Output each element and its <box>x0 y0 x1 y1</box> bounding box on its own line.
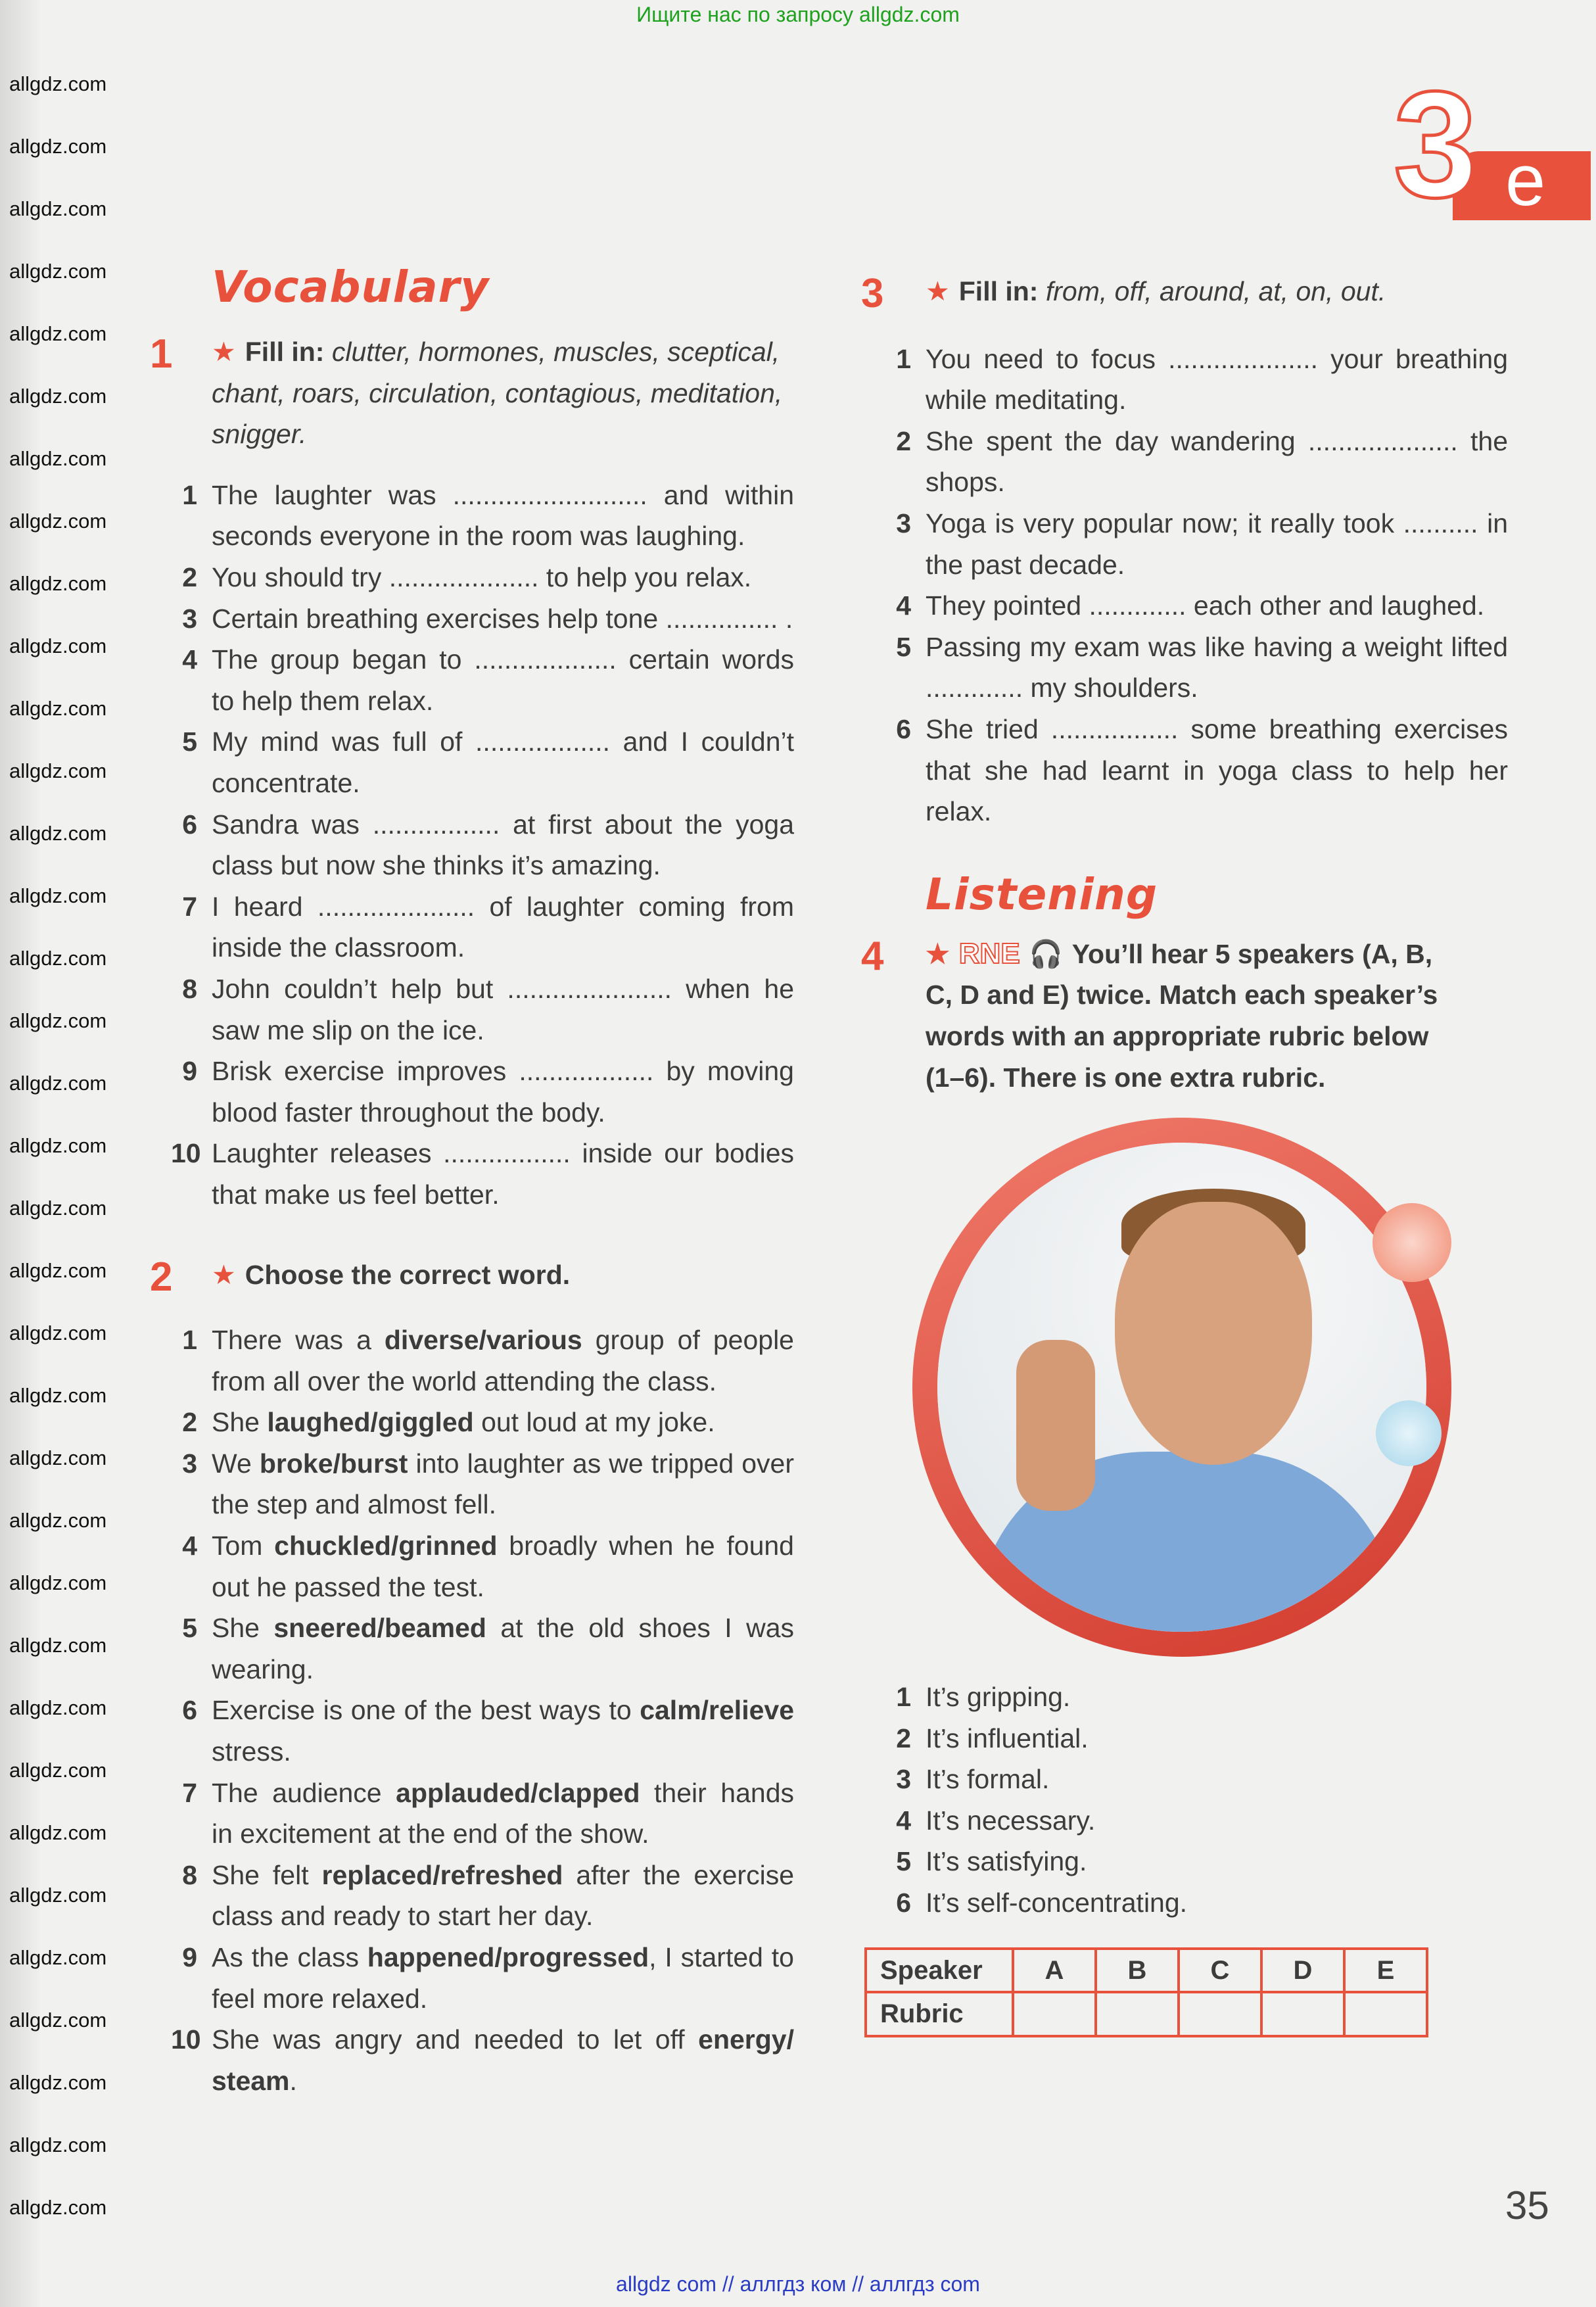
item-text: It’s formal. <box>926 1764 1050 1795</box>
rubric-row-label: Rubric <box>866 1992 1013 2036</box>
exercise-1 <box>150 331 794 1215</box>
answer-cell-b[interactable] <box>1096 1992 1179 2036</box>
watermark: allgdz.com <box>9 1446 107 1469</box>
item-number: 2 <box>896 425 911 456</box>
watermark: allgdz.com <box>9 2133 107 2156</box>
list-item <box>896 339 1508 421</box>
item-text: She spent the day wandering .................... the shops. <box>926 425 1508 498</box>
watermark: allgdz.com <box>9 2196 107 2219</box>
instruction-text: You’ll hear 5 speakers (A, B, C, D and E) twice. Match each speaker’s words with an appropriate rubric below (1–6). There is one extra rubric. <box>926 938 1438 1093</box>
watermark: allgdz.com <box>9 135 107 158</box>
list-item <box>896 1759 1508 1800</box>
item-text-before: The audience <box>212 1777 396 1808</box>
item-number: 1 <box>182 1325 197 1356</box>
item-text: I heard ..................... of laughter coming from inside the classroom. <box>212 891 794 963</box>
item-number: 7 <box>182 1777 197 1808</box>
speaker-row-label: Speaker <box>866 1949 1013 1993</box>
item-text-before: Exercise is one of the best ways to <box>212 1695 640 1726</box>
watermark: allgdz.com <box>9 947 107 970</box>
item-number: 4 <box>182 1531 197 1561</box>
watermark: allgdz.com <box>9 197 107 220</box>
list-item <box>896 421 1508 503</box>
item-text-before: Tom <box>212 1531 275 1561</box>
watermark: allgdz.com <box>9 1384 107 1407</box>
item-text-before: She <box>212 1613 274 1644</box>
watermark: allgdz.com <box>9 2071 107 2094</box>
watermark: allgdz.com <box>9 697 107 720</box>
list-item <box>182 639 794 721</box>
watermark: allgdz.com <box>9 822 107 845</box>
list-item <box>182 1525 794 1607</box>
exercise-2-number: 2 <box>150 1254 173 1300</box>
list-item <box>182 886 794 968</box>
watermark: allgdz.com <box>9 1197 107 1220</box>
list-item <box>182 1051 794 1133</box>
vocabulary-heading: Vocabulary <box>212 262 490 312</box>
list-item <box>182 804 794 886</box>
item-text: It’s influential. <box>926 1723 1089 1753</box>
exercise-2-instruction <box>212 1254 794 1296</box>
item-number: 5 <box>896 631 911 662</box>
exercise-4-number: 4 <box>861 933 884 979</box>
exercise-2 <box>150 1254 795 2101</box>
watermark: allgdz.com <box>9 884 107 907</box>
list-item <box>896 627 1508 709</box>
item-text-after: their hands in excitement at the end of the show. <box>212 1777 795 1849</box>
word-choice[interactable]: replaced/refreshed <box>321 1859 563 1890</box>
item-text: The group began to ................... certain words to help them relax. <box>212 644 794 716</box>
watermark: allgdz.com <box>9 2009 107 2032</box>
word-choice[interactable]: energy/ steam <box>212 2024 794 2096</box>
exercise-4-instruction <box>861 933 1438 1098</box>
exercise-3-instruction <box>926 271 1508 312</box>
word-choice[interactable]: diverse/various <box>384 1325 582 1356</box>
item-number: 6 <box>182 809 197 840</box>
word-bank: from, off, around, at, on, out. <box>1045 276 1386 306</box>
item-number: 5 <box>182 1613 197 1644</box>
list-item <box>171 2019 794 2101</box>
item-number: 3 <box>896 508 911 538</box>
headphones-icon: 🎧 <box>1029 938 1063 969</box>
item-number: 9 <box>182 1056 197 1087</box>
star-icon: ★ <box>212 337 236 367</box>
page-number: 35 <box>1505 2183 1549 2227</box>
item-text: Passing my exam was like having a weight lifted ............. my shoulders. <box>926 631 1508 703</box>
item-number: 5 <box>182 726 197 757</box>
list-item <box>171 1133 794 1215</box>
watermark: allgdz.com <box>9 1884 107 1907</box>
watermark: allgdz.com <box>9 1571 107 1594</box>
item-number: 3 <box>896 1764 911 1795</box>
word-choice[interactable]: chuckled/grinned <box>274 1531 498 1561</box>
listening-heading: Listening <box>926 868 1158 920</box>
item-number: 5 <box>896 1846 911 1877</box>
speaker-a: A <box>1013 1949 1096 1993</box>
item-number: 10 <box>171 1138 201 1169</box>
list-item <box>182 721 794 803</box>
watermark-column <box>9 53 141 2239</box>
watermark: allgdz.com <box>9 759 107 782</box>
speaker-d: D <box>1261 1949 1344 1993</box>
instruction-label: Fill in: <box>958 276 1039 306</box>
item-text: It’s gripping. <box>926 1682 1071 1713</box>
list-item <box>182 598 794 640</box>
item-text: You need to focus .................... your breathing while meditating. <box>926 343 1508 416</box>
item-text-before: She felt <box>212 1859 322 1890</box>
watermark: allgdz.com <box>9 1072 107 1095</box>
list-item <box>182 557 794 598</box>
list-item <box>182 1320 794 1402</box>
rne-logo: RNE <box>958 937 1020 970</box>
item-text-after: broadly when he found out he passed the test. <box>212 1531 794 1602</box>
item-number: 6 <box>896 1888 911 1918</box>
list-item <box>896 1718 1508 1759</box>
watermark: allgdz.com <box>9 1259 107 1282</box>
item-number: 4 <box>896 1805 911 1836</box>
list-item <box>896 1800 1508 1842</box>
list-item <box>182 475 794 557</box>
item-number: 2 <box>896 1723 911 1753</box>
item-number: 8 <box>182 1859 197 1890</box>
star-icon: ★ <box>212 1260 236 1291</box>
item-text-before: We <box>212 1448 260 1479</box>
list-item <box>896 585 1508 627</box>
watermark: allgdz.com <box>9 72 107 95</box>
speaker-c: C <box>1179 1949 1261 1993</box>
item-text-before: She <box>212 1407 268 1438</box>
item-number: 1 <box>182 479 197 510</box>
star-icon: ★ <box>926 276 950 306</box>
exercise-1-instruction <box>212 331 794 455</box>
word-choice[interactable]: sneered/beamed <box>273 1613 486 1644</box>
watermark: allgdz.com <box>9 1321 107 1344</box>
item-text-after: into laughter as we tripped over the step and almost fell. <box>212 1448 794 1520</box>
item-number: 10 <box>171 2024 201 2055</box>
bottom-banner[interactable]: allgdz com // аллгдз ком // аллгдз com <box>616 2272 980 2296</box>
list-item <box>896 1841 1508 1882</box>
item-text: Laughter releases ................. inside our bodies that make us feel better. <box>212 1138 794 1210</box>
list-item <box>182 1402 794 1443</box>
left-column <box>150 258 795 2101</box>
word-choice[interactable]: calm/relieve <box>640 1695 794 1726</box>
watermark: allgdz.com <box>9 260 107 283</box>
item-text: It’s necessary. <box>926 1805 1096 1836</box>
top-banner[interactable]: Ищите нас по запросу allgdz.com <box>636 3 960 26</box>
watermark: allgdz.com <box>9 1821 107 1844</box>
item-text-after: after the exercise class and ready to start her day. <box>212 1859 794 1932</box>
watermark: allgdz.com <box>9 1634 107 1657</box>
item-text: The laughter was .......................... and within seconds everyone in the room was laughing. <box>212 479 794 552</box>
list-item <box>182 1855 794 1937</box>
item-number: 1 <box>896 343 911 374</box>
exercise-3-number: 3 <box>861 271 884 316</box>
watermark: allgdz.com <box>9 1134 107 1157</box>
item-number: 2 <box>182 561 197 592</box>
watermark: allgdz.com <box>9 634 107 657</box>
speaker-photo <box>912 1118 1451 1657</box>
item-number: 6 <box>182 1695 197 1726</box>
list-item <box>182 1772 795 1855</box>
item-number: 6 <box>896 713 911 744</box>
exercise-1-number: 1 <box>150 331 173 377</box>
answer-cell-d[interactable] <box>1261 1992 1344 2036</box>
item-text: Yoga is very popular now; it really took .......... in the past decade. <box>926 508 1508 580</box>
item-number: 9 <box>182 1941 197 1972</box>
watermark: allgdz.com <box>9 447 107 470</box>
star-icon: ★ <box>926 938 950 969</box>
watermark: allgdz.com <box>9 1759 107 1782</box>
watermark: allgdz.com <box>9 510 107 533</box>
badge-unit: 3 <box>1394 60 1478 229</box>
watermark: allgdz.com <box>9 572 107 595</box>
item-text-after: . <box>289 2065 297 2096</box>
speaker-b: B <box>1096 1949 1179 1993</box>
item-number: 8 <box>182 973 197 1004</box>
rubric-list <box>896 1677 1508 1924</box>
item-number: 3 <box>182 1448 197 1479</box>
watermark: allgdz.com <box>9 1696 107 1719</box>
item-text: Certain breathing exercises help tone ............... . <box>212 603 793 634</box>
badge-letter: e <box>1505 140 1546 221</box>
watermark: allgdz.com <box>9 1009 107 1032</box>
item-number: 3 <box>182 603 197 634</box>
item-text-before: She was angry and needed to let off <box>212 2024 699 2055</box>
item-text-after: group of people from all over the world attending the class. <box>212 1325 794 1396</box>
watermark: allgdz.com <box>9 322 107 345</box>
item-text-after: , I started to feel more relaxed. <box>212 1941 794 2014</box>
list-item <box>182 1443 794 1525</box>
list-item <box>896 1677 1508 1718</box>
item-text-before: As the class <box>212 1941 367 1972</box>
item-text-before: There was a <box>212 1325 385 1356</box>
item-text: It’s self-concentrating. <box>926 1888 1188 1918</box>
watermark: allgdz.com <box>9 1509 107 1532</box>
item-number: 1 <box>896 1682 911 1713</box>
word-choice[interactable]: laughed/giggled <box>267 1407 474 1438</box>
exercise-3 <box>861 271 1508 832</box>
item-text: They pointed ............. each other and laughed. <box>926 590 1485 621</box>
list-item <box>896 503 1508 585</box>
right-column <box>861 271 1508 2037</box>
watermark: allgdz.com <box>9 1946 107 1969</box>
item-text: She tried ................. some breathing exercises that she had learnt in yoga class to help her relax. <box>926 713 1508 827</box>
list-item <box>896 1882 1508 1924</box>
item-number: 4 <box>896 590 911 621</box>
list-item <box>182 1690 794 1772</box>
item-number: 2 <box>182 1407 197 1438</box>
watermark: allgdz.com <box>9 385 107 408</box>
unit-badge <box>1394 60 1591 229</box>
item-number: 7 <box>182 891 197 922</box>
item-text: John couldn’t help but ...................... when he saw me slip on the ice. <box>212 973 794 1045</box>
answer-cell-c[interactable] <box>1179 1992 1261 2036</box>
answer-cell-a[interactable] <box>1013 1992 1096 2036</box>
item-number: 4 <box>182 644 197 675</box>
item-text: Sandra was ................. at first about the yoga class but now she thinks it’s amazing. <box>212 809 794 881</box>
list-item <box>182 1607 794 1690</box>
item-text-after: stress. <box>212 1736 291 1767</box>
list-item <box>182 1937 794 2019</box>
word-choice[interactable]: applauded/clapped <box>396 1777 640 1808</box>
list-item <box>896 709 1508 832</box>
item-text: It’s satisfying. <box>926 1846 1087 1877</box>
item-text: Brisk exercise improves .................. by moving blood faster throughout the body. <box>212 1056 794 1128</box>
item-text: My mind was full of .................. and I couldn’t concentrate. <box>212 726 794 798</box>
answer-table <box>864 1947 1428 2037</box>
instruction-label: Choose the correct word. <box>245 1260 571 1291</box>
item-text-after: out loud at my joke. <box>473 1407 715 1438</box>
item-text: You should try .................... to help you relax. <box>212 561 752 592</box>
word-bank: clutter, hormones, muscles, sceptical, chant, roars, circulation, contagious, meditation, snigger. <box>212 337 783 450</box>
answer-cell-e[interactable] <box>1344 1992 1427 2036</box>
word-choice[interactable]: broke/burst <box>259 1448 408 1479</box>
instruction-label: Fill in: <box>245 337 325 367</box>
word-choice[interactable]: happened/progressed <box>367 1941 649 1972</box>
item-text-after: at the old shoes I was wearing. <box>212 1613 794 1684</box>
speaker-e: E <box>1344 1949 1427 1993</box>
list-item <box>182 968 794 1051</box>
